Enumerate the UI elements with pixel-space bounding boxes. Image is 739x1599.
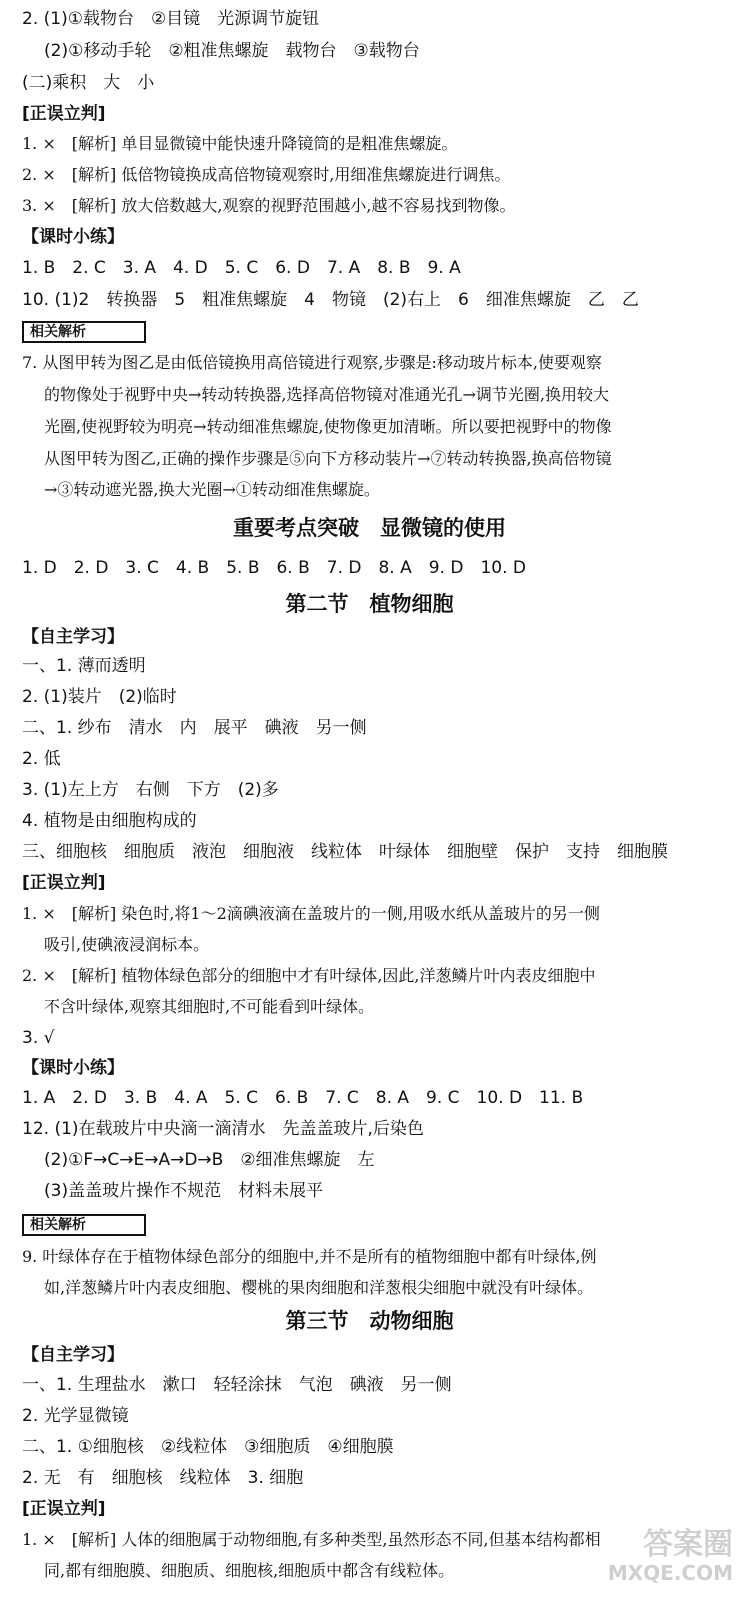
section-label: 【课时小练】 <box>22 227 124 247</box>
section-label: [正误立判] <box>22 1499 106 1519</box>
answer-line: 二、1. 纱布 清水 内 展平 碘液 另一侧 <box>22 718 367 738</box>
answer-line: 二、1. ①细胞核 ②线粒体 ③细胞质 ④细胞膜 <box>22 1437 394 1457</box>
answer-line: 4. 植物是由细胞构成的 <box>22 811 197 831</box>
answer-line: (3)盖盖玻片操作不规范 材料未展平 <box>44 1181 324 1201</box>
answer-line: 一、1. 生理盐水 漱口 轻轻涂抹 气泡 碘液 另一侧 <box>22 1375 452 1395</box>
answer-line: 3. √ <box>22 1028 55 1048</box>
section-label: [正误立判] <box>22 873 106 893</box>
section-label: [正误立判] <box>22 104 106 124</box>
answer-line: 7. 从图甲转为图乙是由低倍镜换用高倍镜进行观察,步骤是:移动玻片标本,使要观察 <box>22 353 602 372</box>
section-label: 【课时小练】 <box>22 1058 124 1078</box>
section-label: 【自主学习】 <box>22 627 124 647</box>
related-analysis-tag: 相关解析 <box>22 1214 146 1236</box>
answer-line: 3. (1)左上方 右侧 下方 (2)多 <box>22 780 279 800</box>
answer-line: 1. × [解析] 染色时,将1～2滴碘液滴在盖玻片的一侧,用吸水纸从盖玻片的另一侧 <box>22 904 600 923</box>
answer-line: (二)乘积 大 小 <box>22 73 155 93</box>
answer-line: 不含叶绿体,观察其细胞时,不可能看到叶绿体。 <box>44 997 375 1016</box>
answer-line: 2. 光学显微镜 <box>22 1406 129 1426</box>
answer-line: 2. (1)①载物台 ②目镜 光源调节旋钮 <box>22 9 320 29</box>
section-label: 【自主学习】 <box>22 1345 124 1365</box>
answer-line: 9. 叶绿体存在于植物体绿色部分的细胞中,并不是所有的植物细胞中都有叶绿体,例 <box>22 1247 597 1266</box>
answer-line: 1. D 2. D 3. C 4. B 5. B 6. B 7. D 8. A 9. D 10. D <box>22 558 526 578</box>
answer-line: 2. 无 有 细胞核 线粒体 3. 细胞 <box>22 1468 304 1488</box>
answer-line: 10. (1)2 转换器 5 粗准焦螺旋 4 物镜 (2)右上 6 细准焦螺旋 乙 乙 <box>22 290 639 310</box>
answer-line: 3. × [解析] 放大倍数越大,观察的视野范围越小,越不容易找到物像。 <box>22 196 516 215</box>
answer-line: (2)①移动手轮 ②粗准焦螺旋 载物台 ③载物台 <box>44 41 420 61</box>
answer-line: 光圈,使视野较为明亮→转动细准焦螺旋,使物像更加清晰。所以要把视野中的物像 <box>44 417 612 436</box>
answer-line: 1. A 2. D 3. B 4. A 5. C 6. B 7. C 8. A 9. C 10. D 11. B <box>22 1088 584 1108</box>
answer-line: 12. (1)在载玻片中央滴一滴清水 先盖盖玻片,后染色 <box>22 1119 424 1139</box>
watermark-text: 答案圈 <box>643 1527 733 1562</box>
answer-line: 2. × [解析] 植物体绿色部分的细胞中才有叶绿体,因此,洋葱鳞片叶内表皮细胞中 <box>22 966 596 985</box>
answer-line: 的物像处于视野中央→转动转换器,选择高倍物镜对准通光孔→调节光圈,换用较大 <box>44 385 609 404</box>
answer-line: 三、细胞核 细胞质 液泡 细胞液 线粒体 叶绿体 细胞壁 保护 支持 细胞膜 <box>22 842 668 862</box>
answer-line: 一、1. 薄而透明 <box>22 656 146 676</box>
answer-line: (2)①F→C→E→A→D→B ②细准焦螺旋 左 <box>44 1150 375 1170</box>
answer-line: 1. × [解析] 人体的细胞属于动物细胞,有多种类型,虽然形态不同,但基本结构都相 <box>22 1530 601 1549</box>
answer-line: 1. × [解析] 单目显微镜中能快速升降镜筒的是粗准焦螺旋。 <box>22 134 458 153</box>
answer-line: 如,洋葱鳞片叶内表皮细胞、樱桃的果肉细胞和洋葱根尖细胞中就没有叶绿体。 <box>44 1278 594 1297</box>
answer-line: 2. 低 <box>22 749 61 769</box>
watermark-url: MXQE.COM <box>607 1561 733 1585</box>
section-heading: 重要考点突破 显微镜的使用 <box>233 516 506 540</box>
section-heading: 第二节 植物细胞 <box>285 592 454 616</box>
section-heading: 第三节 动物细胞 <box>285 1309 454 1333</box>
answer-line: 2. × [解析] 低倍物镜换成高倍物镜观察时,用细准焦螺旋进行调焦。 <box>22 165 511 184</box>
answer-line: 从图甲转为图乙,正确的操作步骤是⑤向下方移动装片→⑦转动转换器,换高倍物镜 <box>44 449 612 468</box>
watermark-logo <box>608 1528 733 1584</box>
answer-line: 吸引,使碘液浸润标本。 <box>44 935 210 954</box>
answer-line: →③转动遮光器,换大光圈→①转动细准焦螺旋。 <box>44 480 380 499</box>
related-analysis-tag: 相关解析 <box>22 321 146 343</box>
answer-line: 2. (1)装片 (2)临时 <box>22 687 177 707</box>
answer-line: 1. B 2. C 3. A 4. D 5. C 6. D 7. A 8. B 9. A <box>22 258 461 278</box>
answer-line: 同,都有细胞膜、细胞质、细胞核,细胞质中都含有线粒体。 <box>44 1561 455 1580</box>
